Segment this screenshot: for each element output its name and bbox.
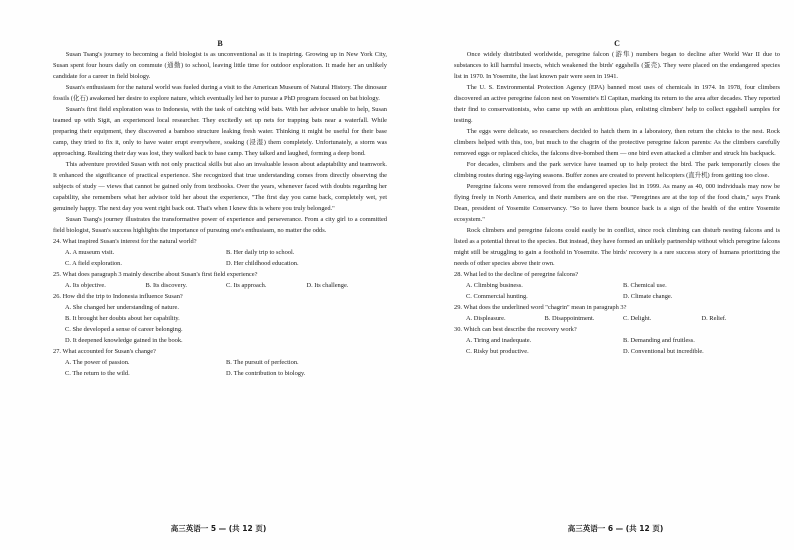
options (454, 335, 780, 357)
option-b: B. It brought her doubts about her capability. (65, 315, 180, 322)
option-c: C. Commercial hunting. (466, 293, 528, 300)
question-stem: 25. What does paragraph 3 mainly describe about Susan's first field experience? (53, 271, 258, 278)
option-a: A. Climbing business. (466, 282, 523, 289)
question-26 (53, 291, 387, 346)
page-footer: 高三英语一 5 — (共 12 页) (170, 524, 267, 533)
passage-paragraph: Susan's enthusiasm for the natural world was fueled during a visit to the American Museum of Natural History. The dinosaur fossils (化石) awakened her desire to explore nature, which eventually led her to pursue a PhD program focused on bat biology. (53, 84, 387, 102)
option-a: A. Displeasure. (466, 315, 506, 322)
passage-paragraph: Rock climbers and peregrine falcons could easily be in conflict, since rock climbing can disturb nesting falcons and is listed as a potential threat to the species. But instead, they have formed an unlikely partnership without which peregrine falcons might still be struggling to gain a foothold in Yosemite. The birds' recovery is a rare success story of humans prioritizing the needs of other species above their own. (454, 227, 781, 267)
option-b: B. The pursuit of perfection. (226, 359, 299, 366)
option-a: A. She changed her understanding of nature. (65, 304, 179, 311)
question-30 (454, 324, 780, 357)
option-d: D. It deepened knowledge gained in the book. (65, 337, 183, 344)
option-b: B. Her daily trip to school. (226, 249, 295, 256)
option-a: A. Its objective. (65, 282, 106, 289)
question-stem: 24. What inspired Susan's interest for the natural world? (53, 238, 197, 245)
option-d: D. Her childhood education. (226, 260, 299, 267)
option-c: C. Risky but productive. (466, 348, 529, 355)
option-d: D. Its challenge. (306, 282, 349, 289)
options (454, 313, 780, 324)
option-a: A. Tiring and inadequate. (466, 337, 532, 344)
option-c: C. She developed a sense of career belonging. (65, 326, 183, 333)
option-c: C. Delight. (623, 315, 652, 322)
option-c: C. The return to the wild. (65, 370, 130, 377)
question-25 (53, 269, 387, 291)
passage-paragraph: Once widely distributed worldwide, peregrine falcon (游隼) numbers began to decline after World War II due to substances to kill harmful insects, which weakened the birds' eggshells (蛋壳). They were placed on the endangered species list in 1970. In Yosemite, the last known pair were seen in 1941. (454, 51, 780, 80)
option-b: B. Demanding and fruitless. (623, 337, 695, 344)
question-24 (53, 236, 387, 269)
passage-paragraph: This adventure provided Susan with not only practical skills but also an invaluable lesson about adaptability and teamwork. It enhanced the significance of practical experience. She recognized that true understanding comes from directly observing the subjects of study — views that cannot be gained only from textbooks. Over the years, whenever faced with doubts regarding her capability, she remembers what her advisor told her about the experience, "The first day you came back, completely wet, yet genuinely happy. The next day you went right back out. That's when I knew this is where you truly belonged." (53, 161, 387, 212)
option-b: B. Disappointment. (544, 315, 595, 322)
option-b: B. Chemical use. (623, 282, 667, 289)
option-c: C. A field exploration. (65, 260, 122, 267)
option-c: C. Its approach. (226, 282, 267, 289)
passage-paragraph: For decades, climbers and the park service have teamed up to help protect the bird. The park temporarily closes the climbing routes during egg-laying seasons. Buffer zones are created to prevent helicopters (直升机) from getting too close. (454, 161, 780, 179)
question-stem: 27. What accounted for Susan's change? (53, 348, 156, 355)
options (454, 280, 780, 302)
question-stem: 29. What does the underlined word "chagrin" mean in paragraph 3? (454, 304, 627, 311)
option-d: D. Conventional but incredible. (623, 348, 704, 355)
option-d: D. Relief. (701, 315, 727, 322)
passage-paragraph: Susan Tsang's journey illustrates the transformative power of experience and perseverance. From a city girl to a committed field biologist, Susan's success highlights the importance of pursuing one's enthusiasm, no matter the odds. (53, 216, 387, 234)
option-a: A. A museum visit. (65, 249, 115, 256)
option-a: A. The power of passion. (65, 359, 130, 366)
question-28 (454, 269, 780, 302)
question-stem: 30. Which can best describe the recovery work? (454, 326, 577, 333)
question-27 (53, 346, 387, 379)
passage-paragraph: The eggs were delicate, so researchers decided to hatch them in a laboratory, then return the chicks to the nest. Rock climbers helped with this, too, but much to the chagrin of the protective peregrine falcon parents: As the climbers carefully removed eggs or replaced chicks, the falcons dive-bombed them — one bird even attacked a climber and struck his backpack. (454, 128, 780, 157)
section-heading-b: B (217, 39, 223, 48)
option-d: D. Climate change. (623, 293, 673, 300)
passage-paragraph: Susan's first field exploration was to Indonesia, with the task of catching wild bats. With her advisor unable to help, Susan teamed up with Sigit, an experienced local researcher. They excitedly set up nets for trapping bats near a waterfall. While preparing their equipment, they discovered a bamboo structure leaking fresh water. Thinking it might be useful for their base camp, they tried to fix it, only to have water erupt everywhere, soaking (浸湿) them completely. Unfortunately, a storm was approaching. Realizing their day was lost, they walked back to base camp. They talked and laughed, forming a deep bond. (53, 106, 387, 157)
question-stem: 26. How did the trip to Indonesia influence Susan? (53, 293, 183, 300)
section-heading-c: C (614, 39, 620, 48)
passage-paragraph: The U. S. Environmental Protection Agency (EPA) banned most uses of chemicals in 1974. In 1978, four climbers discovered an active peregrine falcon nest on Yosemite's El Capitan, marking its return to the area after decades. They reported their find to conservationists, who came up with an ambitious plan, enlisting climbers' help to collect eggshell samples for testing. (454, 84, 780, 124)
right-page (397, 0, 794, 550)
passage-paragraph: Susan Tsang's journey to becoming a field biologist is as unconventional as it is inspiring. Growing up in New York City, Susan spent four hours daily on commute (通勤) to school, leaving little time for outdoor exploration. It made her an unlikely candidate for a career in field biology. (53, 51, 387, 80)
question-29 (454, 302, 780, 324)
options (53, 247, 387, 269)
options (53, 280, 387, 291)
passage-paragraph: Peregrine falcons were removed from the endangered species list in 1999. As many as 40, 000 individuals may now be flying freely in North America, and their numbers are on the rise. "Peregrines are at the top of the food chain," says Frank Dean, president of Yosemite Conservancy. "So to have them bounce back is a sign of the health of the entire Yosemite ecosystem." (454, 183, 780, 223)
question-stem: 28. What led to the decline of peregrine falcons? (454, 271, 579, 278)
options (53, 357, 387, 379)
option-b: B. Its discovery. (145, 282, 187, 289)
page-footer: 高三英语一 6 — (共 12 页) (567, 524, 664, 533)
option-d: D. The contribution to biology. (226, 370, 306, 377)
